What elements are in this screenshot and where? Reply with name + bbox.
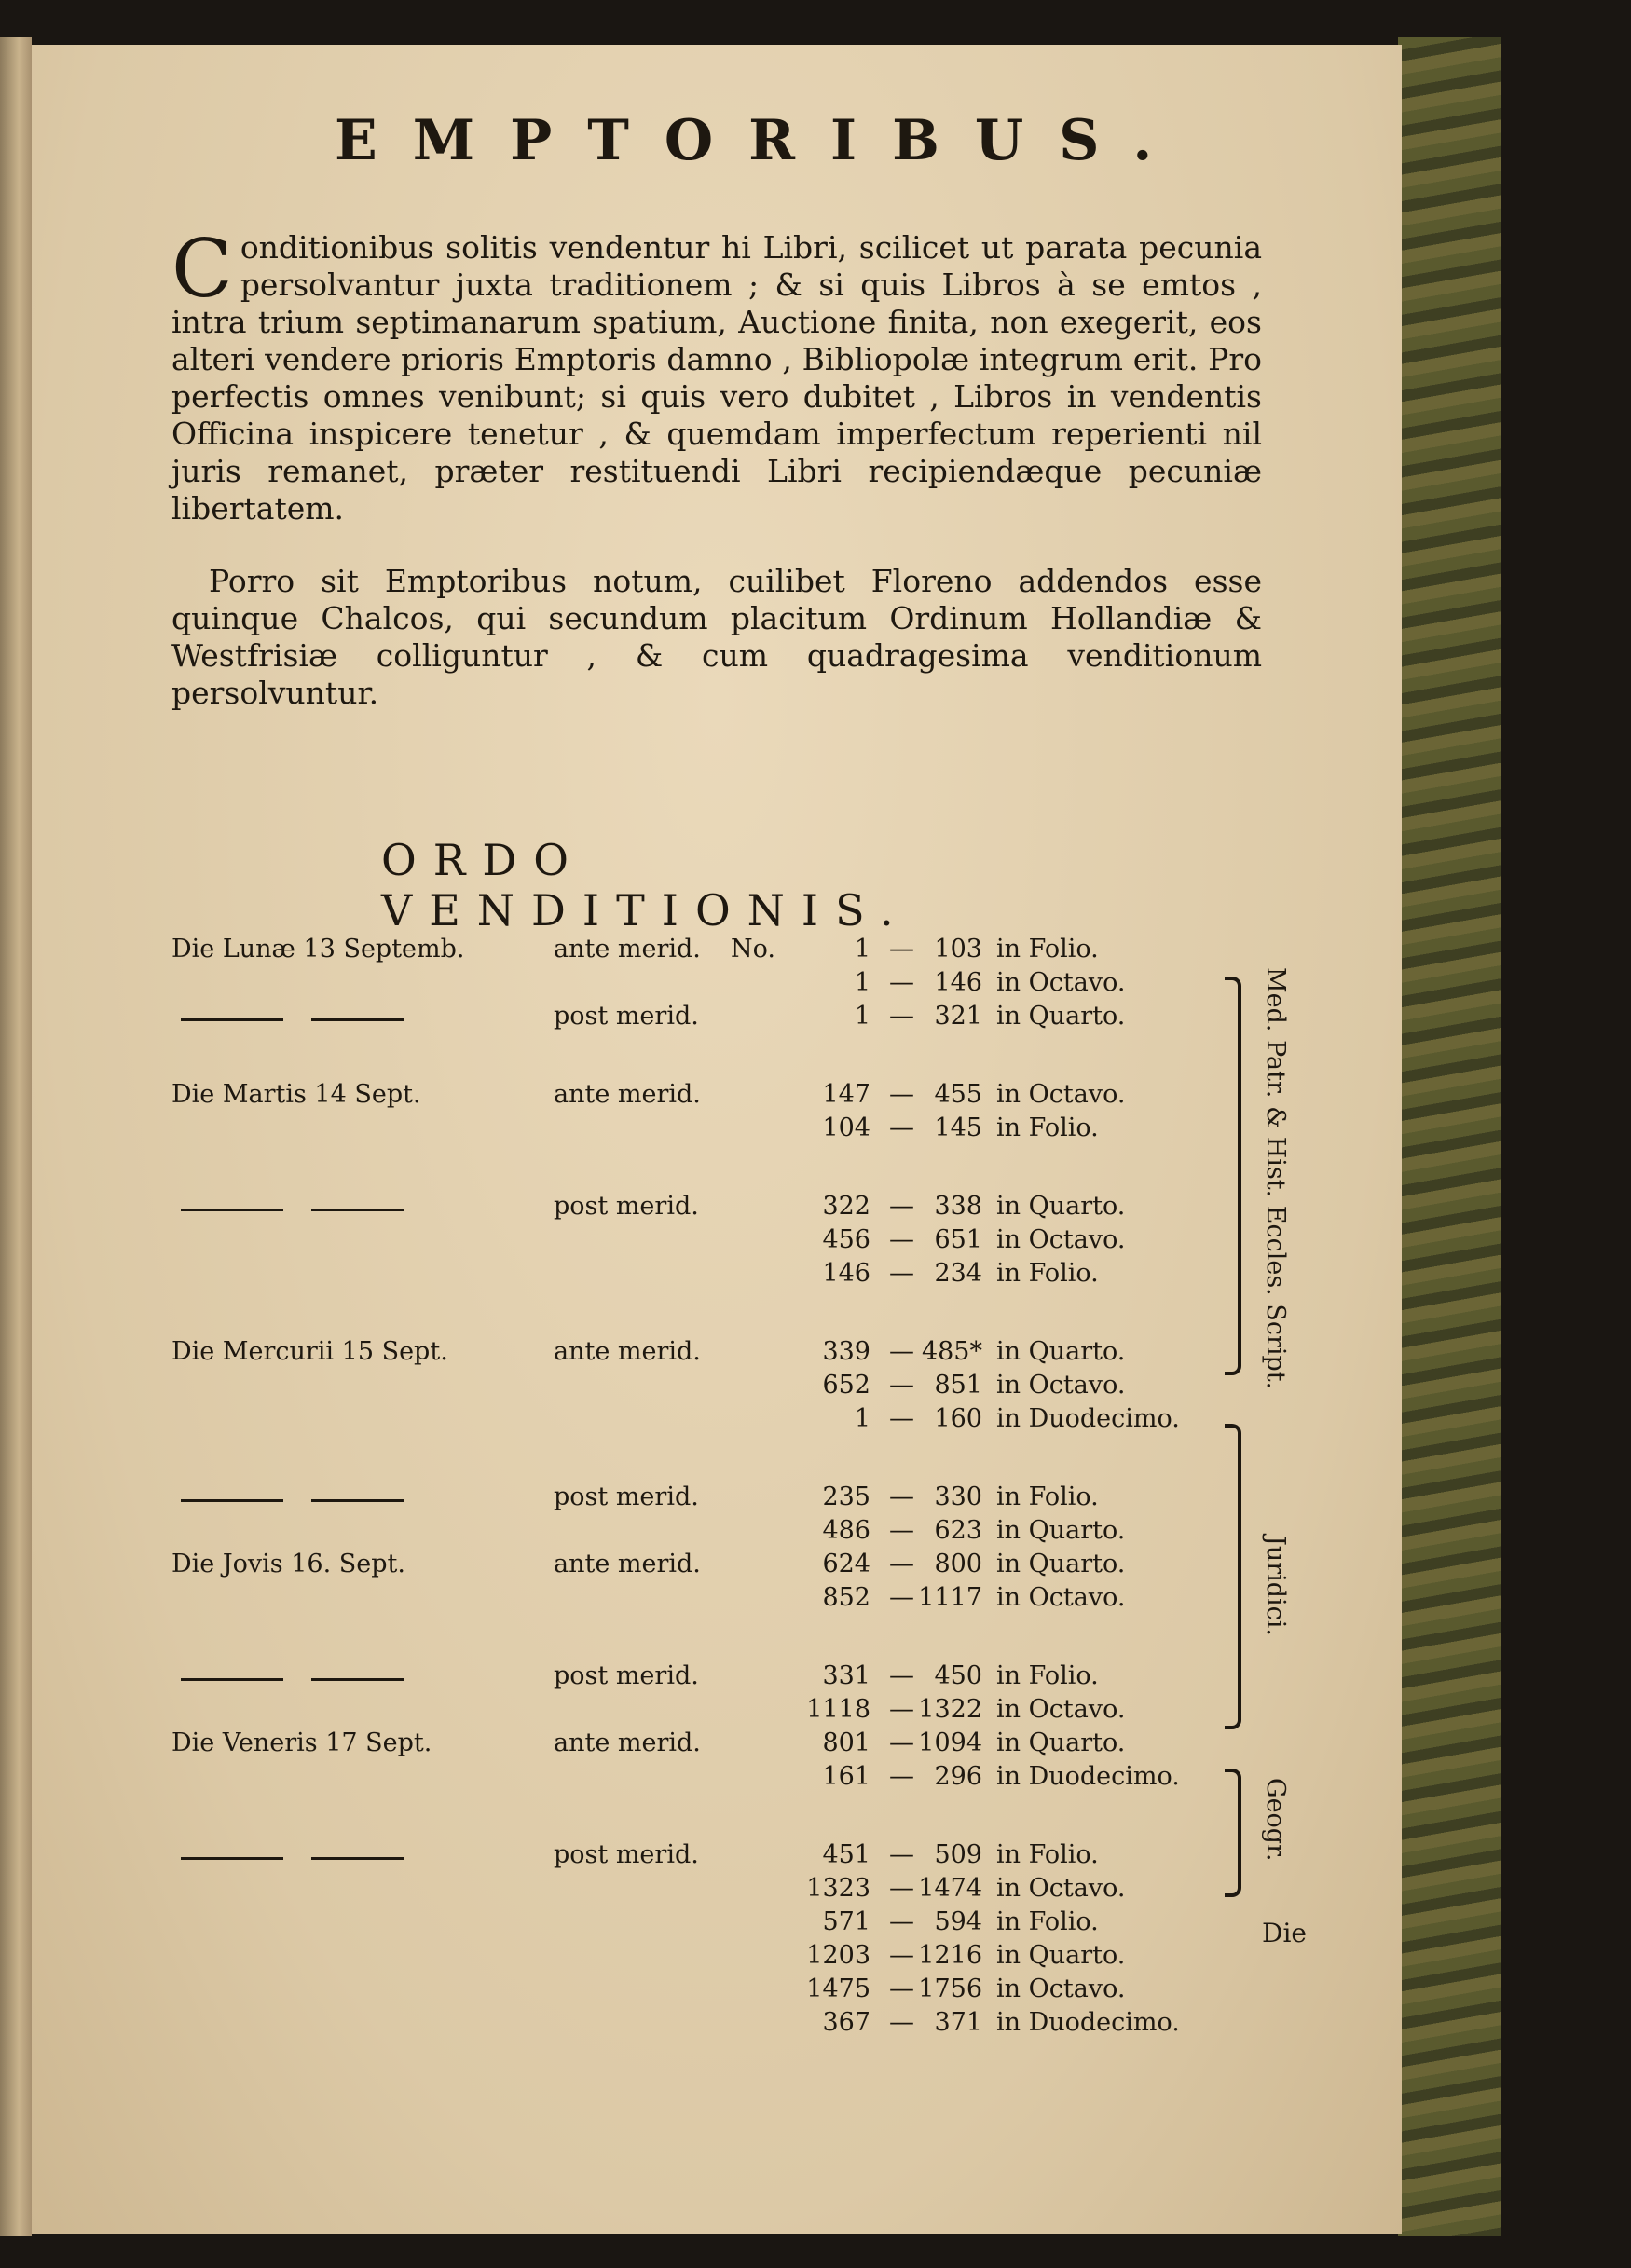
lot-from: 1: [854, 968, 870, 997]
schedule-row: [171, 1259, 1215, 1292]
schedule-day: Die Veneris 17 Sept.: [171, 1728, 432, 1757]
lot-from: 1475: [806, 1974, 870, 2003]
ditto-rule: [311, 1018, 404, 1021]
range-dash: —: [889, 1840, 914, 1869]
range-dash: —: [889, 1516, 914, 1545]
ditto-rule: [181, 1499, 283, 1502]
book-format: in Octavo.: [996, 1695, 1126, 1724]
range-dash: —: [889, 1337, 914, 1366]
conditions-text: onditionibus solitis vendentur hi Libri, scilicet ut parata pecunia persolvantur juxta traditionem ; & si quis Libros à se emtos , intra trium septimanarum spatium, Auctione finita, non exegerit, eos alteri vendere prioris Emptoris damno , Bibliopolæ integrum erit. Pro perfectis omnes venibunt; si quis vero dubitet , Libros in vendentis Officina inspicere tenetur , & quemdam imperfectum reperienti nil juris remanet, præter restituendi Libri recipiendæque pecuniæ libertatem.: [171, 229, 1262, 526]
schedule-row: [171, 2008, 1215, 2042]
brace-geography: [1225, 1769, 1241, 1897]
lot-to: 1117: [918, 1583, 982, 1612]
schedule-row: [171, 1583, 1215, 1617]
schedule-row: [171, 1840, 1215, 1874]
lot-to: 371: [934, 2008, 982, 2037]
schedule-row: [171, 1337, 1215, 1371]
lot-from: 367: [822, 2008, 870, 2037]
lot-to: 509: [934, 1840, 982, 1869]
range-dash: —: [889, 1661, 914, 1690]
lot-to: 651: [934, 1225, 982, 1254]
lot-from: 486: [822, 1516, 870, 1545]
lot-from: 161: [822, 1762, 870, 1791]
lot-from: 322: [822, 1192, 870, 1221]
lot-to: 450: [934, 1661, 982, 1690]
schedule-time: post merid.: [554, 1192, 699, 1221]
schedule-row: [171, 1661, 1215, 1695]
document-page: [32, 45, 1402, 2234]
schedule-time: ante merid.: [554, 1728, 701, 1757]
schedule-day: Die Mercurii 15 Sept.: [171, 1337, 448, 1366]
lot-to: 594: [934, 1907, 982, 1936]
book-format: in Folio.: [996, 1907, 1099, 1936]
lot-to: 1474: [918, 1874, 982, 1903]
range-dash: —: [889, 1583, 914, 1612]
schedule-row: [171, 1550, 1215, 1583]
book-format: in Duodecimo.: [996, 1404, 1180, 1433]
section-title: ORDO VENDITIONIS.: [381, 835, 911, 936]
lot-from: 147: [822, 1080, 870, 1109]
schedule-time: ante merid.: [554, 1337, 701, 1366]
lot-from: 235: [822, 1482, 870, 1511]
ditto-rule: [311, 1857, 404, 1860]
book-format: in Quarto.: [996, 1192, 1126, 1221]
range-dash: —: [889, 1404, 914, 1433]
schedule-time: post merid.: [554, 1482, 699, 1511]
range-dash: —: [889, 1114, 914, 1142]
book-format: in Octavo.: [996, 1874, 1126, 1903]
schedule-row: [171, 935, 1215, 968]
side-label-geography: Geogr.: [1261, 1778, 1290, 1862]
lot-to: 623: [934, 1516, 982, 1545]
book-format: in Folio.: [996, 935, 1099, 963]
ditto-rule: [311, 1678, 404, 1681]
book-format: in Folio.: [996, 1840, 1099, 1869]
book-format: in Duodecimo.: [996, 2008, 1180, 2037]
lot-to: 1216: [918, 1941, 982, 1970]
lot-from: 1: [854, 935, 870, 963]
book-format: in Quarto.: [996, 1002, 1126, 1031]
schedule-row: [171, 1002, 1215, 1035]
drop-initial: C: [171, 223, 233, 316]
marbled-board: [1398, 37, 1501, 2236]
schedule-row: [171, 1114, 1215, 1147]
schedule-day: Die Martis 14 Sept.: [171, 1080, 421, 1109]
binding-left-edge: [0, 37, 32, 2236]
schedule-row: [171, 1404, 1215, 1438]
lot-to: 485*: [921, 1337, 982, 1366]
schedule-row: [171, 1695, 1215, 1728]
schedule-row: [171, 1080, 1215, 1114]
page-content: [171, 45, 1309, 2234]
lot-to: 330: [934, 1482, 982, 1511]
schedule-day: Die Jovis 16. Sept.: [171, 1550, 405, 1578]
schedule-row: [171, 1941, 1215, 1974]
side-label-medicine: Med. Patr. & Hist. Eccles. Script.: [1261, 967, 1290, 1390]
book-format: in Quarto.: [996, 1941, 1126, 1970]
lot-from: 331: [822, 1661, 870, 1690]
lot-from: 146: [822, 1259, 870, 1288]
schedule-row: [171, 1728, 1215, 1762]
book-format: in Octavo.: [996, 1225, 1126, 1254]
ditto-rule: [181, 1678, 283, 1681]
catchword: Die: [1262, 1918, 1307, 1948]
lot-to: 338: [934, 1192, 982, 1221]
lot-from: 652: [822, 1371, 870, 1400]
schedule-row: [171, 1225, 1215, 1259]
schedule-no-label: No.: [731, 935, 775, 963]
book-format: in Octavo.: [996, 1974, 1126, 2003]
schedule-time: ante merid.: [554, 1080, 701, 1109]
schedule-row: [171, 968, 1215, 1002]
schedule-row: [171, 1907, 1215, 1941]
side-label-juridical: Juridici.: [1261, 1536, 1290, 1637]
lot-from: 801: [822, 1728, 870, 1757]
book-format: in Folio.: [996, 1482, 1099, 1511]
book-format: in Octavo.: [996, 968, 1126, 997]
range-dash: —: [889, 968, 914, 997]
schedule-row: [171, 1974, 1215, 2008]
range-dash: —: [889, 1225, 914, 1254]
lot-to: 234: [934, 1259, 982, 1288]
lot-to: 800: [934, 1550, 982, 1578]
book-format: in Octavo.: [996, 1583, 1126, 1612]
schedule-day: Die Lunæ 13 Septemb.: [171, 935, 465, 963]
schedule-row: [171, 1371, 1215, 1404]
lot-to: 145: [934, 1114, 982, 1142]
book-format: in Quarto.: [996, 1337, 1126, 1366]
book-format: in Duodecimo.: [996, 1762, 1180, 1791]
range-dash: —: [889, 2008, 914, 2037]
book-format: in Folio.: [996, 1259, 1099, 1288]
schedule-time: post merid.: [554, 1661, 699, 1690]
lot-from: 339: [822, 1337, 870, 1366]
book-format: in Folio.: [996, 1661, 1099, 1690]
lot-to: 103: [934, 935, 982, 963]
range-dash: —: [889, 1762, 914, 1791]
lot-to: 1094: [918, 1728, 982, 1757]
lot-to: 321: [934, 1002, 982, 1031]
ditto-rule: [311, 1209, 404, 1211]
book-format: in Octavo.: [996, 1080, 1126, 1109]
book-format: in Quarto.: [996, 1728, 1126, 1757]
lot-to: 1756: [918, 1974, 982, 2003]
schedule-time: ante merid.: [554, 935, 701, 963]
range-dash: —: [889, 1974, 914, 2003]
range-dash: —: [889, 1728, 914, 1757]
range-dash: —: [889, 1907, 914, 1936]
schedule-time: post merid.: [554, 1840, 699, 1869]
schedule-row: [171, 1482, 1215, 1516]
notice-paragraph: Porro sit Emptoribus notum, cuilibet Floreno addendos esse quinque Chalcos, qui secundum placitum Ordinum Hollandiæ & Westfrisiæ colliguntur , & cum quadragesima venditionum persolvuntur.: [171, 563, 1262, 711]
lot-to: 851: [934, 1371, 982, 1400]
lot-from: 1: [854, 1002, 870, 1031]
book-format: in Quarto.: [996, 1516, 1126, 1545]
range-dash: —: [889, 1695, 914, 1724]
lot-from: 624: [822, 1550, 870, 1578]
ditto-rule: [311, 1499, 404, 1502]
lot-to: 146: [934, 968, 982, 997]
lot-from: 852: [822, 1583, 870, 1612]
ditto-rule: [181, 1018, 283, 1021]
range-dash: —: [889, 935, 914, 963]
book-format: in Quarto.: [996, 1550, 1126, 1578]
range-dash: —: [889, 1080, 914, 1109]
range-dash: —: [889, 1941, 914, 1970]
schedule-time: post merid.: [554, 1002, 699, 1031]
brace-juridical: [1225, 1424, 1241, 1729]
lot-to: 160: [934, 1404, 982, 1433]
book-format: in Octavo.: [996, 1371, 1126, 1400]
range-dash: —: [889, 1371, 914, 1400]
range-dash: —: [889, 1002, 914, 1031]
schedule-row: [171, 1874, 1215, 1907]
lot-to: 455: [934, 1080, 982, 1109]
lot-from: 451: [822, 1840, 870, 1869]
lot-to: 296: [934, 1762, 982, 1791]
lot-from: 1203: [806, 1941, 870, 1970]
schedule-row: [171, 1762, 1215, 1796]
schedule-row: [171, 1192, 1215, 1225]
lot-from: 1118: [806, 1695, 870, 1724]
page-title: EMPTORIBUS.: [335, 108, 1188, 173]
lot-from: 1323: [806, 1874, 870, 1903]
schedule-row: [171, 1516, 1215, 1550]
range-dash: —: [889, 1874, 914, 1903]
lot-from: 1: [854, 1404, 870, 1433]
range-dash: —: [889, 1550, 914, 1578]
schedule-time: ante merid.: [554, 1550, 701, 1578]
lot-from: 456: [822, 1225, 870, 1254]
conditions-paragraph: [171, 223, 1262, 527]
ditto-rule: [181, 1209, 283, 1211]
ditto-rule: [181, 1857, 283, 1860]
brace-medicine: [1225, 977, 1241, 1375]
range-dash: —: [889, 1259, 914, 1288]
lot-from: 571: [822, 1907, 870, 1936]
book-format: in Folio.: [996, 1114, 1099, 1142]
lot-from: 104: [822, 1114, 870, 1142]
range-dash: —: [889, 1482, 914, 1511]
range-dash: —: [889, 1192, 914, 1221]
lot-to: 1322: [918, 1695, 982, 1724]
